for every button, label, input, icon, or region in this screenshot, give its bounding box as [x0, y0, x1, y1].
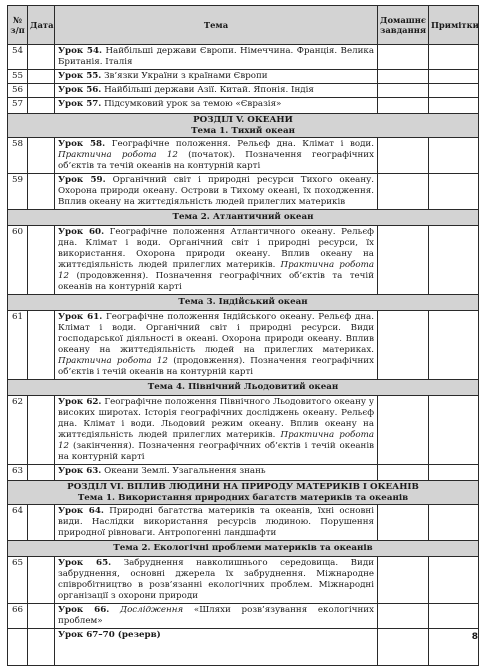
- theme-title: Тема 3. Індійський океан: [8, 295, 479, 311]
- date-cell[interactable]: [28, 465, 55, 481]
- homework-cell[interactable]: [378, 396, 429, 465]
- lesson-title: Урок 59.: [58, 175, 106, 185]
- lesson-text: Географічне положення Індійського океану. Рельєф дна. Клімат і води. Органічний світ і природні ресурси. Види господарської діяльності в океані. Охорона природи океану. Вплив океану на життєдіяльність людей на прилеглих материках.: [58, 312, 374, 355]
- lesson-text: Органічний світ і природні ресурси Тихого океану. Охорона природи океану. Острови в Тихому океані, їх походження. Вплив океану на життєдіяльність людей прилеглих материків: [58, 175, 374, 207]
- date-cell[interactable]: [28, 226, 55, 295]
- theme-title: Тема 2. Атлантичний океан: [8, 210, 479, 226]
- date-cell[interactable]: [28, 311, 55, 380]
- homework-cell[interactable]: [378, 604, 429, 629]
- lesson-text: Географічне положення Атлантичного океану. Рельєф дна. Клімат і води. Органічний світ і природні ресурси, їх використання. Охорона природи океану. Вплив океану на життєдіяльність людей прилеглих материків.: [58, 227, 374, 270]
- notes-cell[interactable]: [429, 98, 479, 114]
- lesson-text: Найбільші держави Азії. Китай. Японія. Індія: [101, 85, 314, 95]
- lesson-title: Урок 56.: [58, 85, 102, 95]
- row-number: 61: [8, 311, 28, 380]
- row-number: 54: [8, 45, 28, 70]
- lesson-text: Природні багатства материків та океанів, їхні основні види. Наслідки використання ресурсів людиною. Порушення природної рівноваги. Антропогенні ландшафти: [58, 506, 374, 538]
- date-cell[interactable]: [28, 174, 55, 210]
- homework-cell[interactable]: [378, 311, 429, 380]
- date-cell[interactable]: [28, 70, 55, 84]
- topic-cell: [55, 226, 378, 295]
- section-title: РОЗДІЛ VI. ВПЛИВ ЛЮДИНИ НА ПРИРОДУ МАТЕРИКІВ І ОКЕАНІВ: [67, 482, 419, 492]
- homework-cell[interactable]: [378, 45, 429, 70]
- homework-cell[interactable]: [378, 226, 429, 295]
- practical-work: Практична робота 12: [58, 260, 374, 281]
- lesson-text: (продовження). Позначення географічних об’єктів і течій океанів на контурній карті: [58, 356, 374, 377]
- topic-cell: [55, 557, 378, 604]
- table-row: [8, 45, 479, 70]
- table-row: [8, 174, 479, 210]
- lesson-text: Географічне положення. Рельєф дна. Клімат і води.: [105, 139, 374, 149]
- table-row: [8, 84, 479, 98]
- topic-cell: [55, 98, 378, 114]
- date-cell[interactable]: [28, 84, 55, 98]
- table-row: [8, 629, 479, 666]
- table-row: [8, 98, 479, 114]
- lesson-text: Підсумковий урок за темою «Євразія»: [101, 99, 282, 109]
- row-number: 66: [8, 604, 28, 629]
- section-heading: [8, 481, 479, 505]
- notes-cell[interactable]: [429, 557, 479, 604]
- homework-cell[interactable]: [378, 98, 429, 114]
- topic-cell: [55, 311, 378, 380]
- theme-header-row: [8, 380, 479, 396]
- research-label: Дослідження: [120, 605, 184, 615]
- lesson-title: Урок 57.: [58, 99, 102, 109]
- header-notes: Примітки: [429, 6, 479, 45]
- topic-cell: [55, 604, 378, 629]
- page-number: 8: [471, 632, 478, 642]
- lesson-text: Океани Землі. Узагальнення знань: [101, 466, 266, 476]
- table-row: [8, 226, 479, 295]
- lesson-title: Урок 55.: [58, 71, 102, 81]
- header-homework: Домашнє завдання: [378, 6, 429, 45]
- lesson-title: Урок 63.: [58, 466, 102, 476]
- topic-cell: [55, 45, 378, 70]
- lesson-text: Географічне положення Північного Льодовитого океану у високих широтах. Історія географічних досліджень океану. Рельєф дна. Клімат і води. Льодовий режим океану. Вплив океану на життєдіяльність людей прилеглих материків.: [58, 397, 374, 440]
- lesson-plan-table: [7, 5, 479, 666]
- row-number: 55: [8, 70, 28, 84]
- table-header-row: [8, 6, 479, 45]
- theme-title: Тема 1. Використання природних багатств материків та океанів: [77, 492, 409, 503]
- row-number: 58: [8, 138, 28, 174]
- date-cell[interactable]: [28, 505, 55, 541]
- row-number: 64: [8, 505, 28, 541]
- homework-cell[interactable]: [378, 465, 429, 481]
- header-topic: Тема: [55, 6, 378, 45]
- homework-cell[interactable]: [378, 629, 429, 666]
- lesson-title: Урок 66.: [58, 605, 110, 615]
- lesson-text: Найбільші держави Європи. Німеччина. Франція. Велика Британія. Італія: [58, 46, 375, 67]
- lesson-text: (закінчення). Позначення географічних об’єктів і течій океанів на контурній карті: [58, 441, 374, 462]
- homework-cell[interactable]: [378, 557, 429, 604]
- topic-cell: [55, 396, 378, 465]
- notes-cell[interactable]: [429, 138, 479, 174]
- theme-title: Тема 4. Північний Льодовитий океан: [8, 380, 479, 396]
- practical-work: Практична робота 12: [58, 356, 168, 366]
- lesson-title: Урок 60.: [58, 227, 105, 237]
- notes-cell[interactable]: [429, 45, 479, 70]
- notes-cell[interactable]: [429, 604, 479, 629]
- homework-cell[interactable]: [378, 70, 429, 84]
- date-cell[interactable]: [28, 45, 55, 70]
- header-date: Дата: [28, 6, 55, 45]
- theme-title: Тема 2. Екологічні проблеми материків та океанів: [8, 541, 479, 557]
- notes-cell[interactable]: [429, 226, 479, 295]
- lesson-text: Зв’язки України з країнами Європи: [101, 71, 268, 81]
- practical-work: Практична робота 12: [58, 150, 178, 160]
- theme-header-row: [8, 210, 479, 226]
- notes-cell[interactable]: [429, 70, 479, 84]
- section-heading: [8, 114, 479, 138]
- row-number: [8, 629, 28, 666]
- lesson-text: «Шляхи розв’язування екологічних проблем»: [58, 605, 374, 626]
- table-row: [8, 465, 479, 481]
- row-number: 63: [8, 465, 28, 481]
- lesson-title: Урок 67–70 (резерв): [58, 630, 161, 640]
- notes-cell[interactable]: [429, 174, 479, 210]
- lesson-title: Урок 54.: [58, 46, 103, 56]
- row-number: 60: [8, 226, 28, 295]
- date-cell[interactable]: [28, 396, 55, 465]
- homework-cell[interactable]: [378, 84, 429, 98]
- table-row: [8, 70, 479, 84]
- homework-cell[interactable]: [378, 138, 429, 174]
- notes-cell[interactable]: [429, 465, 479, 481]
- table-row: [8, 505, 479, 541]
- date-cell[interactable]: [28, 138, 55, 174]
- lesson-title: Урок 58.: [58, 139, 106, 149]
- table-row: [8, 604, 479, 629]
- lesson-text: (продовження). Позначення географічних об’єктів та течій океанів на контурній карті: [58, 271, 374, 292]
- section-header-row: [8, 481, 479, 505]
- theme-header-row: [8, 295, 479, 311]
- topic-cell: [55, 138, 378, 174]
- homework-cell[interactable]: [378, 174, 429, 210]
- notes-cell[interactable]: [429, 311, 479, 380]
- practical-work: Практична робота 12: [58, 430, 374, 451]
- homework-cell[interactable]: [378, 505, 429, 541]
- row-number: 57: [8, 98, 28, 114]
- table-row: [8, 311, 479, 380]
- topic-cell: [55, 84, 378, 98]
- date-cell[interactable]: [28, 604, 55, 629]
- row-number: 59: [8, 174, 28, 210]
- theme-title: Тема 1. Тихий океан: [191, 125, 295, 136]
- topic-cell: [55, 465, 378, 481]
- date-cell[interactable]: [28, 98, 55, 114]
- topic-cell: [55, 174, 378, 210]
- table-row: [8, 557, 479, 604]
- topic-cell: [55, 70, 378, 84]
- notes-cell[interactable]: [429, 84, 479, 98]
- row-number: 56: [8, 84, 28, 98]
- lesson-title: Урок 64.: [58, 506, 104, 516]
- theme-header-row: [8, 541, 479, 557]
- section-header-row: [8, 114, 479, 138]
- lesson-title: Урок 62.: [58, 397, 102, 407]
- date-cell[interactable]: [28, 557, 55, 604]
- row-number: 62: [8, 396, 28, 465]
- topic-cell: [55, 505, 378, 541]
- lesson-title: Урок 65.: [58, 558, 112, 568]
- table-row: [8, 396, 479, 465]
- lesson-title: Урок 61.: [58, 312, 103, 322]
- notes-cell[interactable]: [429, 396, 479, 465]
- header-num: № з/п: [8, 6, 28, 45]
- date-cell[interactable]: [28, 629, 55, 666]
- table-row: [8, 138, 479, 174]
- row-number: 65: [8, 557, 28, 604]
- lesson-text: Забруднення навколишнього середовища. Види забруднення, основні джерела їх забруднення. Міжнародне співробітництво в розв’язанні екологічних проблем. Міжнародні організації з охорони природи: [58, 558, 374, 601]
- notes-cell[interactable]: [429, 505, 479, 541]
- lesson-text: (початок). Позначення географічних об’єктів та течій океанів на контурній карті: [58, 150, 374, 171]
- topic-cell: [55, 629, 378, 666]
- section-title: РОЗДІЛ V. ОКЕАНИ: [193, 115, 293, 125]
